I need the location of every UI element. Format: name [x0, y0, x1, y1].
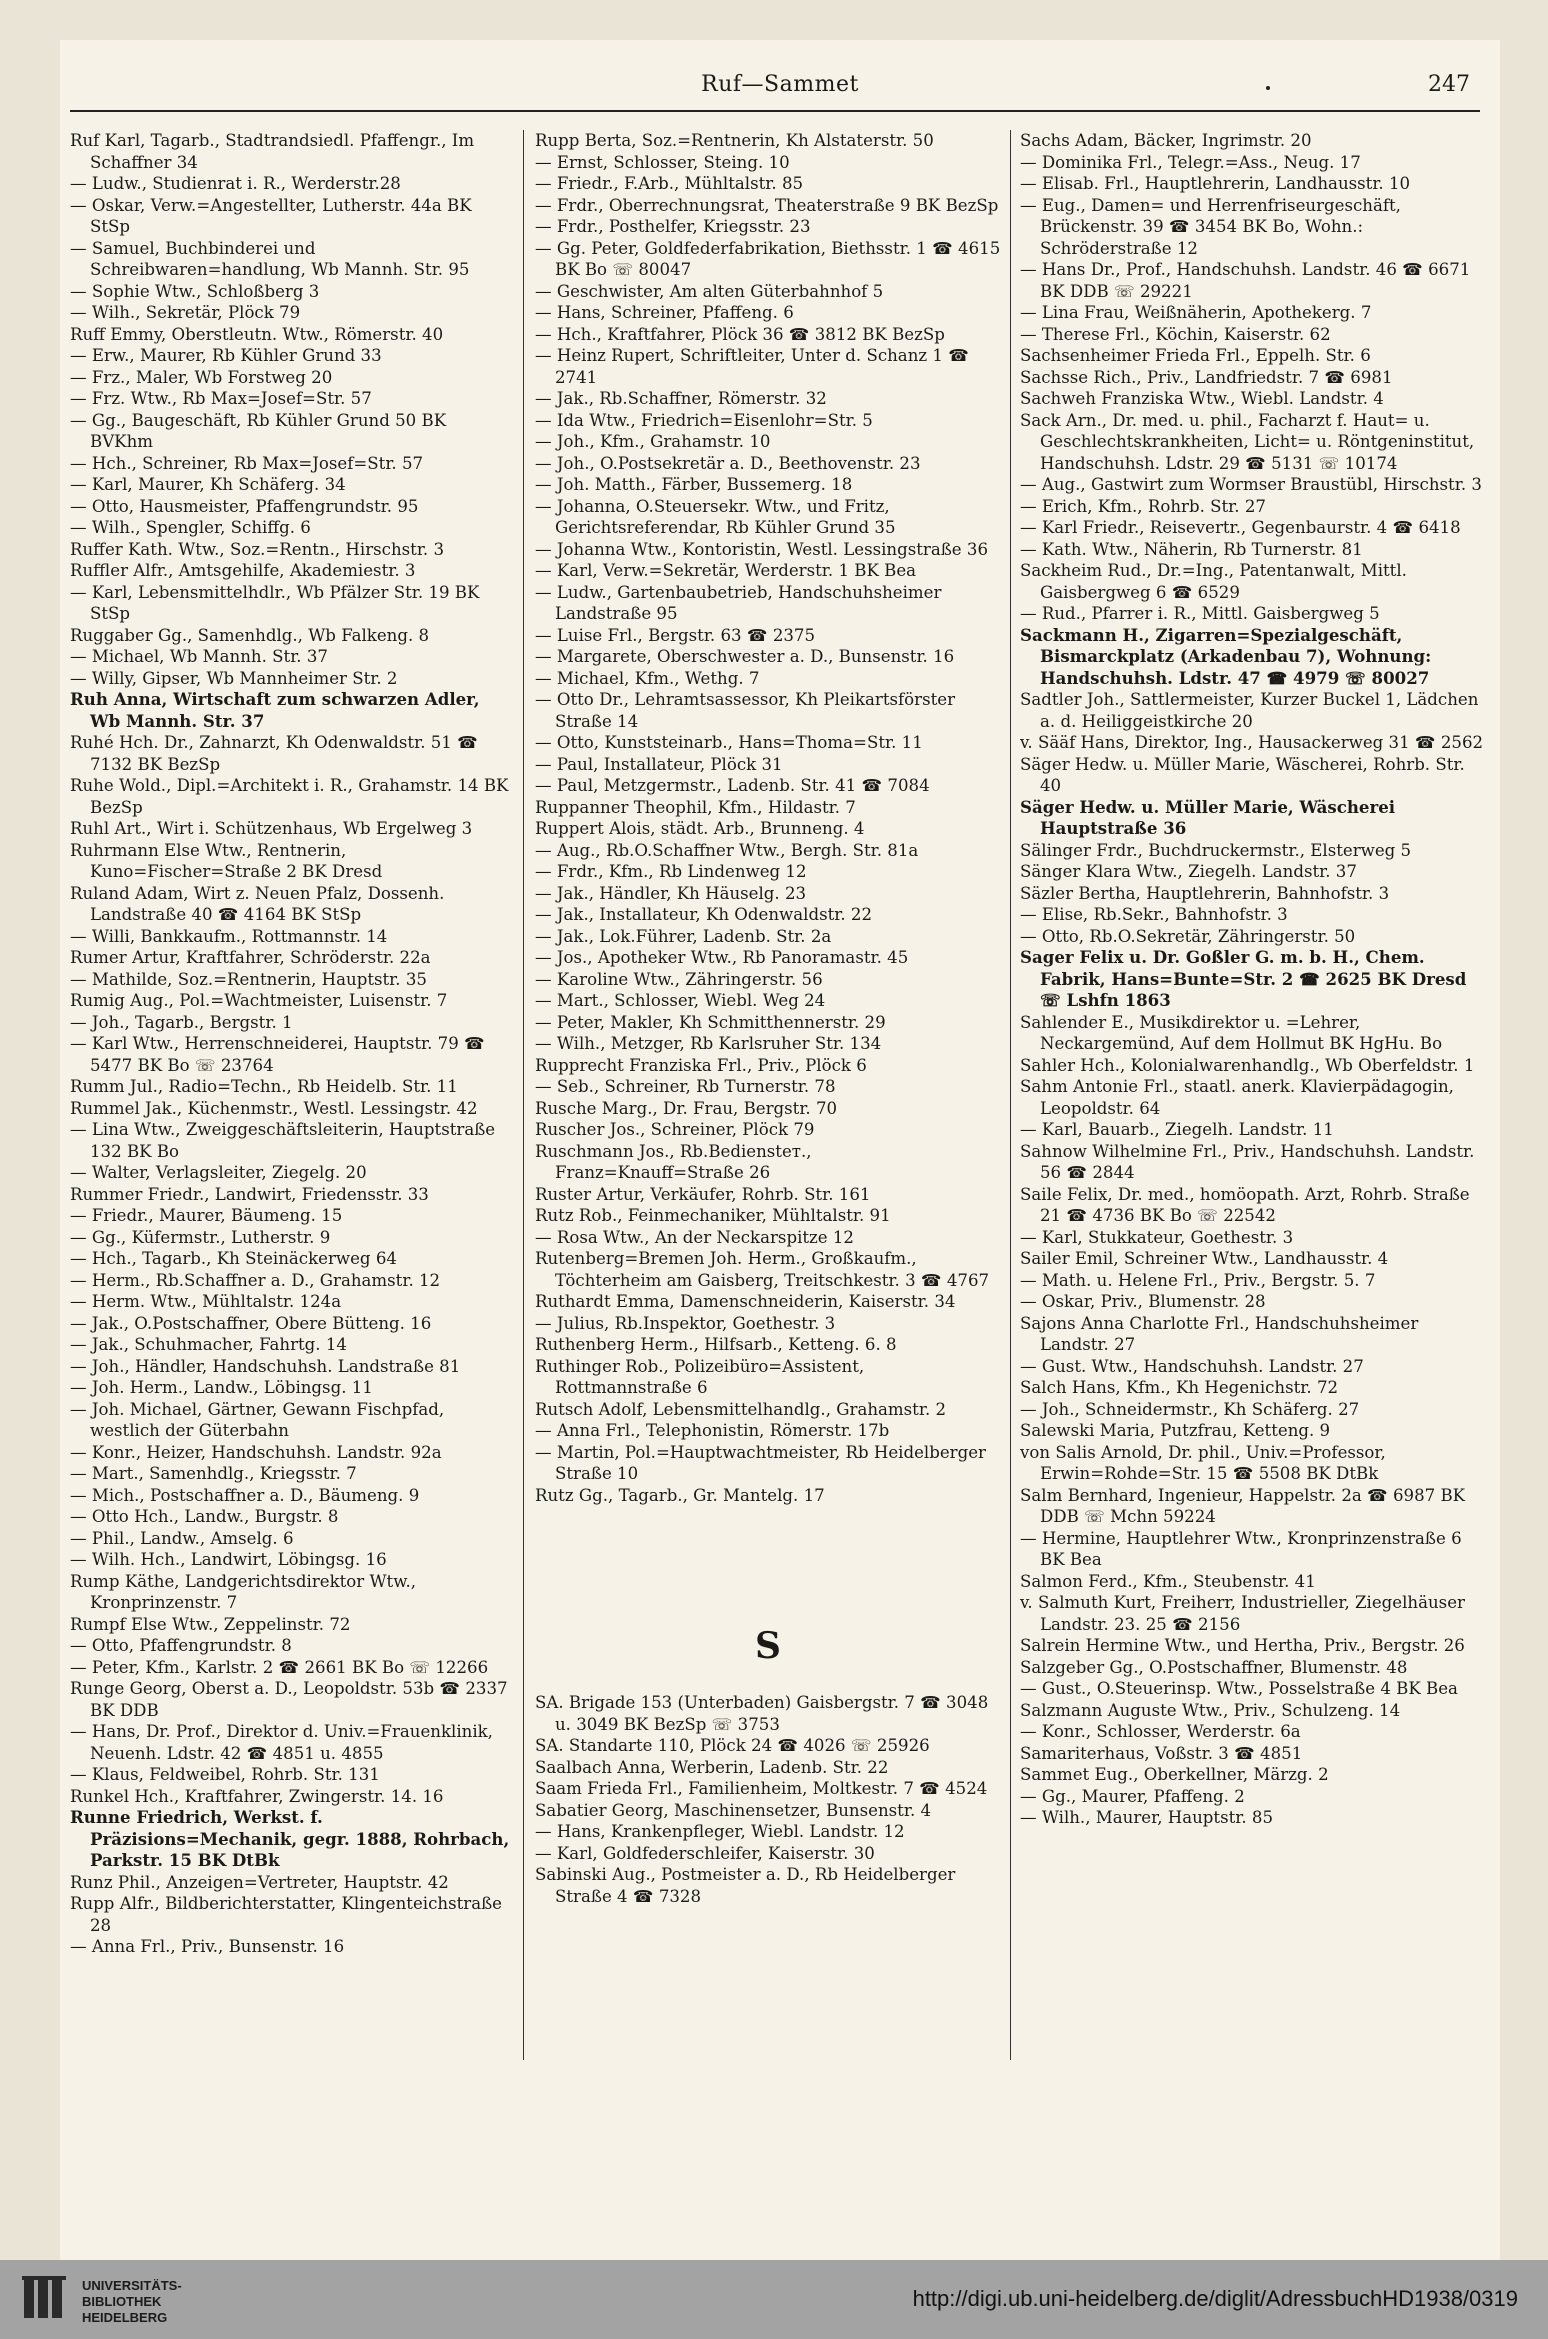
- directory-entry: — Aug., Rb.O.Schaffner Wtw., Bergh. Str. 81a: [535, 840, 919, 860]
- section-letter: S: [755, 1625, 781, 1667]
- directory-entry: Ruffler Alfr., Amtsgehilfe, Akademiestr. 3: [70, 561, 416, 580]
- directory-entry: — Otto, Kunststeinarb., Hans=Thoma=Str. 11: [535, 733, 923, 752]
- directory-entry: — Frdr., Posthelfer, Kriegsstr. 23: [535, 217, 811, 236]
- running-title: Ruf—Sammet: [701, 72, 859, 97]
- directory-entry: — Karl, Stukkateur, Goethestr. 3: [1020, 1227, 1294, 1247]
- directory-entry: — Eug., Damen= und Herrenfriseurgeschäft, Brückenstr. 39 ☎ 3454 BK Bo, Wohn.: Schröderstraße 12: [1020, 195, 1401, 258]
- directory-entry: Sälinger Frdr., Buchdruckermstr., Elsterweg 5: [1020, 840, 1412, 860]
- directory-entry: — Mich., Postschaffner a. D., Bäumeng. 9: [70, 1485, 420, 1505]
- directory-entry: Sammet Eug., Oberkellner, Märzg. 2: [1020, 1765, 1329, 1784]
- directory-entry: Salm Bernhard, Ingenieur, Happelstr. 2a ☎ 6987 BK DDB ☏ Mchn 59224: [1020, 1485, 1466, 1526]
- directory-entry: — Hch., Kraftfahrer, Plöck 36 ☎ 3812 BK BezSp: [535, 324, 945, 344]
- directory-entry: — Hermine, Hauptlehrer Wtw., Kronprinzenstraße 6 BK Bea: [1020, 1528, 1462, 1569]
- directory-entry: — Joh., Händler, Handschuhsh. Landstraße 81: [70, 1356, 461, 1376]
- directory-entry: — Peter, Kfm., Karlstr. 2 ☎ 2661 BK Bo ☏ 12266: [70, 1657, 489, 1677]
- directory-entry: Säger Hedw. u. Müller Marie, Wäscherei Hauptstraße 36: [1020, 796, 1396, 838]
- directory-entry: Rupp Alfr., Bildberichterstatter, Klingenteichstraße 28: [70, 1894, 502, 1935]
- directory-entry: Sackmann H., Zigarren=Spezialgeschäft, Bismarckplatz (Arkadenbau 7), Wohnung: Handschuhsh. Ldstr. 47 ☎ 4979 ☏ 80027: [1020, 624, 1432, 688]
- directory-entry: — Otto, Pfaffengrundstr. 8: [70, 1636, 292, 1655]
- directory-entry: Ruland Adam, Wirt z. Neuen Pfalz, Dossenh. Landstraße 40 ☎ 4164 BK StSp: [70, 883, 445, 924]
- directory-entry: — Ludw., Gartenbaubetrieb, Handschuhsheimer Landstraße 95: [535, 582, 942, 623]
- directory-entry: — Mart., Schlosser, Wiebl. Weg 24: [535, 991, 826, 1010]
- directory-entry: — Rud., Pfarrer i. R., Mittl. Gaisbergweg 5: [1020, 604, 1380, 623]
- directory-entry: — Karoline Wtw., Zähringerstr. 56: [535, 969, 823, 989]
- directory-entry: — Dominika Frl., Telegr.=Ass., Neug. 17: [1020, 152, 1361, 172]
- directory-entry: — Karl, Lebensmittelhdlr., Wb Pfälzer Str. 19 BK StSp: [70, 582, 480, 623]
- directory-entry: — Hans, Krankenpfleger, Wiebl. Landstr. 12: [535, 1822, 905, 1841]
- directory-entry: — Frdr., Oberrechnungsrat, Theaterstraße 9 BK BezSp: [535, 195, 999, 215]
- directory-entry: Ruf Karl, Tagarb., Stadtrandsiedl. Pfaffengr., Im Schaffner 34: [70, 131, 475, 172]
- directory-entry: — Johanna, O.Steuersekr. Wtw., und Fritz, Gerichtsreferendar, Rb Kühler Grund 35: [535, 496, 896, 537]
- directory-entry: Sailer Emil, Schreiner Wtw., Landhausstr. 4: [1020, 1249, 1389, 1268]
- directory-entry: — Lina Frau, Weißnäherin, Apothekerg. 7: [1020, 303, 1372, 322]
- directory-entry: — Luise Frl., Bergstr. 63 ☎ 2375: [535, 625, 816, 645]
- directory-entry: Rutz Gg., Tagarb., Gr. Mantelg. 17: [535, 1485, 825, 1505]
- directory-entry: — Margarete, Oberschwester a. D., Bunsenstr. 16: [535, 647, 955, 666]
- directory-entry: Saile Felix, Dr. med., homöopath. Arzt, Rohrb. Straße 21 ☎ 4736 BK Bo ☏ 22542: [1020, 1184, 1470, 1225]
- directory-entry: Ruhe Wold., Dipl.=Architekt i. R., Grahamstr. 14 BK BezSp: [70, 776, 509, 817]
- directory-entry: — Gg., Maurer, Pfaffeng. 2: [1020, 1786, 1245, 1806]
- directory-entry: — Geschwister, Am alten Güterbahnhof 5: [535, 281, 884, 301]
- directory-entry: Ruff Emmy, Oberstleutn. Wtw., Römerstr. 40: [70, 324, 444, 344]
- directory-entry: — Julius, Rb.Inspektor, Goethestr. 3: [535, 1313, 836, 1333]
- directory-entry: — Elise, Rb.Sekr., Bahnhofstr. 3: [1020, 905, 1288, 924]
- directory-entry: — Willy, Gipser, Wb Mannheimer Str. 2: [70, 668, 398, 688]
- directory-entry: Rutsch Adolf, Lebensmittelhandlg., Grahamstr. 2: [535, 1399, 947, 1419]
- directory-entry: Säzler Bertha, Hauptlehrerin, Bahnhofstr. 3: [1020, 883, 1390, 903]
- directory-entry: Ruffer Kath. Wtw., Soz.=Rentn., Hirschstr. 3: [70, 539, 445, 559]
- header-rule: [70, 110, 1480, 112]
- directory-entry: — Gust., O.Steuerinsp. Wtw., Posselstraße 4 BK Bea: [1020, 1679, 1458, 1698]
- directory-entry: — Joh. Herm., Landw., Löbingsg. 11: [70, 1378, 373, 1397]
- directory-entry: Sachsse Rich., Priv., Landfriedstr. 7 ☎ 6981: [1020, 367, 1393, 387]
- directory-entry: Ruh Anna, Wirtschaft zum schwarzen Adler, Wb Mannh. Str. 37: [70, 689, 480, 731]
- directory-entry: Saalbach Anna, Werberin, Ladenb. Str. 22: [535, 1757, 889, 1777]
- directory-entry: — Ida Wtw., Friedrich=Eisenlohr=Str. 5: [535, 410, 873, 430]
- directory-entry: Ruthinger Rob., Polizeibüro=Assistent, Rottmannstraße 6: [535, 1356, 865, 1397]
- directory-entry: — Jak., Rb.Schaffner, Römerstr. 32: [535, 389, 827, 408]
- directory-entry: — Joh., Schneidermstr., Kh Schäferg. 27: [1020, 1399, 1360, 1419]
- directory-entry: — Wilh. Hch., Landwirt, Löbingsg. 16: [70, 1550, 387, 1569]
- directory-entry: — Math. u. Helene Frl., Priv., Bergstr. 5. 7: [1020, 1270, 1376, 1290]
- directory-column-3: [1020, 130, 1490, 1829]
- directory-entry: Salmon Ferd., Kfm., Steubenstr. 41: [1020, 1571, 1316, 1591]
- directory-entry: — Aug., Gastwirt zum Wormser Braustübl, Hirschstr. 3: [1020, 475, 1482, 494]
- directory-entry: — Erw., Maurer, Rb Kühler Grund 33: [70, 346, 382, 365]
- directory-entry: Rump Käthe, Landgerichtsdirektor Wtw., Kronprinzenstr. 7: [70, 1571, 417, 1612]
- directory-entry: Sack Arn., Dr. med. u. phil., Facharzt f. Haut= u. Geschlechtskrankheiten, Licht= u. Röntgeninstitut, Handschuhsh. Ldstr. 29 ☎ 5131 ☏ 10174: [1020, 410, 1475, 473]
- library-name: UNIVERSITÄTS- BIBLIOTHEK HEIDELBERG: [82, 2278, 182, 2325]
- directory-entry: Samariterhaus, Voßstr. 3 ☎ 4851: [1020, 1743, 1303, 1763]
- directory-entry: Ruppanner Theophil, Kfm., Hildastr. 7: [535, 797, 856, 817]
- directory-entry: Ruscher Jos., Schreiner, Plöck 79: [535, 1120, 815, 1139]
- directory-entry: — Karl Wtw., Herrenschneiderei, Hauptstr. 79 ☎ 5477 BK Bo ☏ 23764: [70, 1034, 485, 1075]
- directory-entry: — Frdr., Kfm., Rb Lindenweg 12: [535, 862, 807, 881]
- print-speck: [1266, 86, 1270, 90]
- directory-entry: Ruppert Alois, städt. Arb., Brunneng. 4: [535, 819, 865, 838]
- directory-entry: — Gust. Wtw., Handschuhsh. Landstr. 27: [1020, 1356, 1364, 1376]
- directory-entry: — Oskar, Priv., Blumenstr. 28: [1020, 1292, 1266, 1311]
- directory-entry: — Lina Wtw., Zweiggeschäftsleiterin, Hauptstraße 132 BK Bo: [70, 1120, 496, 1161]
- directory-entry: Ruggaber Gg., Samenhdlg., Wb Falkeng. 8: [70, 625, 430, 645]
- directory-entry: — Martin, Pol.=Hauptwachtmeister, Rb Heidelberger Straße 10: [535, 1442, 986, 1483]
- directory-entry: — Walter, Verlagsleiter, Ziegelg. 20: [70, 1163, 367, 1182]
- directory-entry: — Ludw., Studienrat i. R., Werderstr.28: [70, 174, 401, 193]
- directory-entry: — Seb., Schreiner, Rb Turnerstr. 78: [535, 1077, 836, 1096]
- directory-entry: Salewski Maria, Putzfrau, Ketteng. 9: [1020, 1421, 1331, 1440]
- directory-entry: — Anna Frl., Priv., Bunsenstr. 16: [70, 1937, 345, 1956]
- directory-entry: Ruschmann Jos., Rb.Bediensteт., Franz=Knauff=Straße 26: [535, 1141, 812, 1182]
- directory-entry: — Friedr., F.Arb., Mühltalstr. 85: [535, 174, 804, 193]
- directory-entry: — Joh. Michael, Gärtner, Gewann Fischpfad, westlich der Güterbahn: [70, 1399, 445, 1440]
- directory-entry: Sahnow Wilhelmine Frl., Priv., Handschuhsh. Landstr. 56 ☎ 2844: [1020, 1141, 1475, 1182]
- directory-entry: — Jak., Installateur, Kh Odenwaldstr. 22: [535, 905, 873, 924]
- directory-entry: — Kath. Wtw., Näherin, Rb Turnerstr. 81: [1020, 539, 1363, 559]
- directory-entry: Salch Hans, Kfm., Kh Hegenichstr. 72: [1020, 1378, 1339, 1397]
- directory-entry: — Jak., Schuhmacher, Fahrtg. 14: [70, 1335, 347, 1354]
- directory-entry: — Frz., Maler, Wb Forstweg 20: [70, 367, 333, 387]
- directory-entry: — Wilh., Metzger, Rb Karlsruher Str. 134: [535, 1034, 882, 1053]
- directory-entry: von Salis Arnold, Dr. phil., Univ.=Professor, Erwin=Rohde=Str. 15 ☎ 5508 BK DtBk: [1020, 1442, 1386, 1483]
- directory-entry: Sachsenheimer Frieda Frl., Eppelh. Str. 6: [1020, 346, 1371, 365]
- directory-entry: Runge Georg, Oberst a. D., Leopoldstr. 53b ☎ 2337 BK DDB: [70, 1679, 508, 1720]
- directory-entry: Ruster Artur, Verkäufer, Rohrb. Str. 161: [535, 1184, 871, 1204]
- directory-entry: — Elisab. Frl., Hauptlehrerin, Landhausstr. 10: [1020, 174, 1411, 193]
- page-header: [60, 72, 1500, 112]
- directory-entry: — Jos., Apotheker Wtw., Rb Panoramastr. 45: [535, 948, 909, 967]
- directory-entry: Salrein Hermine Wtw., und Hertha, Priv., Bergstr. 26: [1020, 1636, 1465, 1655]
- directory-entry: — Friedr., Maurer, Bäumeng. 15: [70, 1206, 343, 1225]
- directory-entry: Ruthenberg Herm., Hilfsarb., Ketteng. 6. 8: [535, 1335, 897, 1354]
- directory-entry: Ruhé Hch. Dr., Zahnarzt, Kh Odenwaldstr. 51 ☎ 7132 BK BezSp: [70, 733, 478, 774]
- directory-page: [60, 40, 1500, 2260]
- directory-entry: — Heinz Rupert, Schriftleiter, Unter d. Schanz 1 ☎ 2741: [535, 346, 969, 387]
- directory-entry: — Willi, Bankkaufm., Rottmannstr. 14: [70, 926, 388, 946]
- directory-entry: Säger Hedw. u. Müller Marie, Wäscherei, Rohrb. Str. 40: [1020, 754, 1465, 795]
- directory-entry: — Karl, Bauarb., Ziegelh. Landstr. 11: [1020, 1120, 1334, 1139]
- directory-entry: — Anna Frl., Telephonistin, Römerstr. 17b: [535, 1421, 890, 1440]
- directory-entry: — Herm. Wtw., Mühltalstr. 124a: [70, 1292, 342, 1311]
- directory-entry: — Frz. Wtw., Rb Max=Josef=Str. 57: [70, 389, 372, 408]
- directory-column-1: [70, 130, 514, 1958]
- directory-entry: — Michael, Wb Mannh. Str. 37: [70, 647, 328, 666]
- column-divider: [1010, 130, 1011, 2060]
- directory-entry: Rumm Jul., Radio=Techn., Rb Heidelb. Str. 11: [70, 1077, 458, 1096]
- directory-entry: Sänger Klara Wtw., Ziegelh. Landstr. 37: [1020, 862, 1357, 881]
- directory-entry: Sahler Hch., Kolonialwarenhandlg., Wb Oberfeldstr. 1: [1020, 1055, 1475, 1075]
- directory-entry: Ruhl Art., Wirt i. Schützenhaus, Wb Ergelweg 3: [70, 819, 473, 838]
- directory-entry: Rummel Jak., Küchenmstr., Westl. Lessingstr. 42: [70, 1098, 478, 1118]
- directory-entry: — Paul, Metzgermstr., Ladenb. Str. 41 ☎ 7084: [535, 776, 930, 795]
- directory-entry: Runne Friedrich, Werkst. f. Präzisions=Mechanik, gegr. 1888, Rohrbach, Parkstr. 15 BK DtBk: [70, 1807, 510, 1870]
- directory-entry: — Jak., Lok.Führer, Ladenb. Str. 2a: [535, 926, 832, 946]
- directory-entry: SA. Standarte 110, Plöck 24 ☎ 4026 ☏ 25926: [535, 1736, 930, 1755]
- directory-entry: SA. Brigade 153 (Unterbaden) Gaisbergstr. 7 ☎ 3048 u. 3049 BK BezSp ☏ 3753: [535, 1693, 989, 1734]
- directory-entry: — Wilh., Spengler, Schiffg. 6: [70, 518, 311, 537]
- library-footer: [0, 2260, 1548, 2339]
- directory-entry: — Karl Friedr., Reisevertr., Gegenbaurstr. 4 ☎ 6418: [1020, 518, 1461, 537]
- directory-entry: — Therese Frl., Köchin, Kaiserstr. 62: [1020, 324, 1331, 344]
- directory-entry: Sabinski Aug., Postmeister a. D., Rb Heidelberger Straße 4 ☎ 7328: [535, 1865, 956, 1906]
- directory-entry: — Otto, Rb.O.Sekretär, Zähringerstr. 50: [1020, 926, 1356, 946]
- directory-entry: — Otto Hch., Landw., Burgstr. 8: [70, 1507, 339, 1526]
- directory-entry: Sachs Adam, Bäcker, Ingrimstr. 20: [1020, 131, 1312, 150]
- directory-entry: — Otto Dr., Lehramtsassessor, Kh Pleikartsförster Straße 14: [535, 690, 956, 731]
- directory-entry: Sachweh Franziska Wtw., Wiebl. Landstr. 4: [1020, 389, 1384, 408]
- directory-entry: — Oskar, Verw.=Angestellter, Lutherstr. 44a BK StSp: [70, 195, 472, 236]
- directory-column-2: [535, 130, 1001, 1907]
- directory-entry: Rummer Friedr., Landwirt, Friedensstr. 33: [70, 1184, 429, 1204]
- directory-entry: Rupp Berta, Soz.=Rentnerin, Kh Alstaterstr. 50: [535, 131, 934, 150]
- directory-entry: — Joh., Tagarb., Bergstr. 1: [70, 1012, 293, 1032]
- directory-entry: — Hans, Schreiner, Pfaffeng. 6: [535, 303, 794, 322]
- directory-entry: Salzgeber Gg., O.Postschaffner, Blumenstr. 48: [1020, 1657, 1408, 1677]
- directory-entry: — Gg. Peter, Goldfederfabrikation, Biethsstr. 1 ☎ 4615 BK Bo ☏ 80047: [535, 238, 1001, 279]
- directory-entry: — Peter, Makler, Kh Schmitthennerstr. 29: [535, 1012, 886, 1032]
- directory-entry: — Hch., Tagarb., Kh Steinäckerweg 64: [70, 1249, 397, 1268]
- directory-entry: Saam Frieda Frl., Familienheim, Moltkestr. 7 ☎ 4524: [535, 1779, 988, 1798]
- directory-entry: Sackheim Rud., Dr.=Ing., Patentanwalt, Mittl. Gaisbergweg 6 ☎ 6529: [1020, 561, 1407, 602]
- directory-entry: Salzmann Auguste Wtw., Priv., Schulzeng. 14: [1020, 1700, 1401, 1720]
- directory-entry: Ruthardt Emma, Damenschneiderin, Kaiserstr. 34: [535, 1292, 956, 1311]
- directory-entry: — Rosa Wtw., An der Neckarspitze 12: [535, 1227, 854, 1247]
- directory-entry: Sajons Anna Charlotte Frl., Handschuhsheimer Landstr. 27: [1020, 1313, 1419, 1354]
- directory-entry: — Karl, Goldfederschleifer, Kaiserstr. 30: [535, 1843, 875, 1863]
- source-url[interactable]: http://digi.ub.uni-heidelberg.de/diglit/AdressbuchHD1938/0319: [912, 2286, 1518, 2311]
- directory-entry: — Jak., O.Postschaffner, Obere Bütteng. 16: [70, 1313, 432, 1333]
- directory-entry: — Sophie Wtw., Schloßberg 3: [70, 281, 320, 301]
- directory-entry: — Herm., Rb.Schaffner a. D., Grahamstr. 12: [70, 1270, 441, 1290]
- directory-entry: Sahm Antonie Frl., staatl. anerk. Klavierpädagogin, Leopoldstr. 64: [1020, 1077, 1454, 1118]
- directory-entry: — Joh., O.Postsekretär a. D., Beethovenstr. 23: [535, 453, 921, 473]
- directory-entry: — Otto, Hausmeister, Pfaffengrundstr. 95: [70, 496, 419, 516]
- library-logo-icon: [20, 2274, 70, 2324]
- directory-entry: Sabatier Georg, Maschinensetzer, Bunsenstr. 4: [535, 1800, 932, 1820]
- directory-entry: — Jak., Händler, Kh Häuselg. 23: [535, 883, 807, 903]
- directory-entry: Rumig Aug., Pol.=Wachtmeister, Luisenstr. 7: [70, 991, 448, 1010]
- directory-entry: — Michael, Kfm., Wethg. 7: [535, 668, 760, 688]
- directory-entry: — Joh., Kfm., Grahamstr. 10: [535, 432, 771, 451]
- directory-entry: — Phil., Landw., Amselg. 6: [70, 1528, 294, 1548]
- directory-entry: Sager Felix u. Dr. Goßler G. m. b. H., Chem. Fabrik, Hans=Bunte=Str. 2 ☎ 2625 BK Dresd ☏ Lshfn 1863: [1020, 947, 1467, 1010]
- directory-entry: Rutenberg=Bremen Joh. Herm., Großkaufm., Töchterheim am Gaisberg, Treitschkestr. 3 ☎ 4767: [535, 1249, 990, 1290]
- directory-entry: — Hans, Dr. Prof., Direktor d. Univ.=Frauenklinik, Neuenh. Ldstr. 42 ☎ 4851 u. 4855: [70, 1722, 493, 1763]
- directory-entry: — Gg., Baugeschäft, Rb Kühler Grund 50 BK BVKhm: [70, 410, 447, 451]
- directory-entry: — Wilh., Maurer, Hauptstr. 85: [1020, 1808, 1274, 1827]
- directory-entry: Sahlender E., Musikdirektor u. =Lehrer, Neckargemünd, Auf dem Hollmut BK HgHu. Bo: [1020, 1012, 1443, 1053]
- directory-entry: v. Sääf Hans, Direktor, Ing., Hausackerweg 31 ☎ 2562: [1020, 733, 1484, 752]
- directory-entry: Rusche Marg., Dr. Frau, Bergstr. 70: [535, 1098, 838, 1118]
- directory-entry: v. Salmuth Kurt, Freiherr, Industrieller, Ziegelhäuser Landstr. 23. 25 ☎ 2156: [1020, 1593, 1465, 1634]
- directory-entry: Rutz Rob., Feinmechaniker, Mühltalstr. 91: [535, 1206, 891, 1225]
- directory-entry: — Samuel, Buchbinderei und Schreibwaren=handlung, Wb Mannh. Str. 95: [70, 238, 470, 279]
- directory-entry: — Mart., Samenhdlg., Kriegsstr. 7: [70, 1464, 357, 1483]
- directory-entry: — Gg., Küfermstr., Lutherstr. 9: [70, 1227, 331, 1247]
- directory-entry: — Joh. Matth., Färber, Bussemerg. 18: [535, 475, 853, 494]
- column-divider: [523, 130, 524, 2060]
- directory-entry: Rumpf Else Wtw., Zeppelinstr. 72: [70, 1614, 351, 1634]
- directory-entry: — Konr., Schlosser, Werderstr. 6a: [1020, 1722, 1301, 1741]
- directory-entry: — Johanna Wtw., Kontoristin, Westl. Lessingstraße 36: [535, 539, 989, 559]
- directory-entry: — Erich, Kfm., Rohrb. Str. 27: [1020, 496, 1266, 516]
- directory-entry: — Karl, Maurer, Kh Schäferg. 34: [70, 475, 346, 494]
- directory-entry: — Hch., Schreiner, Rb Max=Josef=Str. 57: [70, 453, 424, 473]
- directory-entry: — Mathilde, Soz.=Rentnerin, Hauptstr. 35: [70, 969, 427, 989]
- directory-entry: Runz Phil., Anzeigen=Vertreter, Hauptstr. 42: [70, 1872, 449, 1892]
- page-number: 247: [1428, 72, 1470, 97]
- directory-entry: — Ernst, Schlosser, Steing. 10: [535, 152, 790, 172]
- directory-entry: Rupprecht Franziska Frl., Priv., Plöck 6: [535, 1055, 867, 1075]
- directory-entry: — Wilh., Sekretär, Plöck 79: [70, 303, 301, 322]
- directory-entry: Runkel Hch., Kraftfahrer, Zwingerstr. 14. 16: [70, 1786, 444, 1806]
- directory-entry: Sadtler Joh., Sattlermeister, Kurzer Buckel 1, Lädchen a. d. Heiliggeistkirche 20: [1020, 690, 1479, 731]
- directory-entry: — Hans Dr., Prof., Handschuhsh. Landstr. 46 ☎ 6671 BK DDB ☏ 29221: [1020, 260, 1471, 301]
- directory-entry: Rumer Artur, Kraftfahrer, Schröderstr. 22a: [70, 948, 431, 967]
- directory-entry: — Klaus, Feldweibel, Rohrb. Str. 131: [70, 1765, 380, 1784]
- directory-entry: — Karl, Verw.=Sekretär, Werderstr. 1 BK Bea: [535, 561, 917, 580]
- directory-entry: — Konr., Heizer, Handschuhsh. Landstr. 92a: [70, 1442, 442, 1462]
- directory-entry: — Paul, Installateur, Plöck 31: [535, 754, 783, 774]
- directory-entry: Ruhrmann Else Wtw., Rentnerin, Kuno=Fischer=Straße 2 BK Dresd: [70, 840, 383, 881]
